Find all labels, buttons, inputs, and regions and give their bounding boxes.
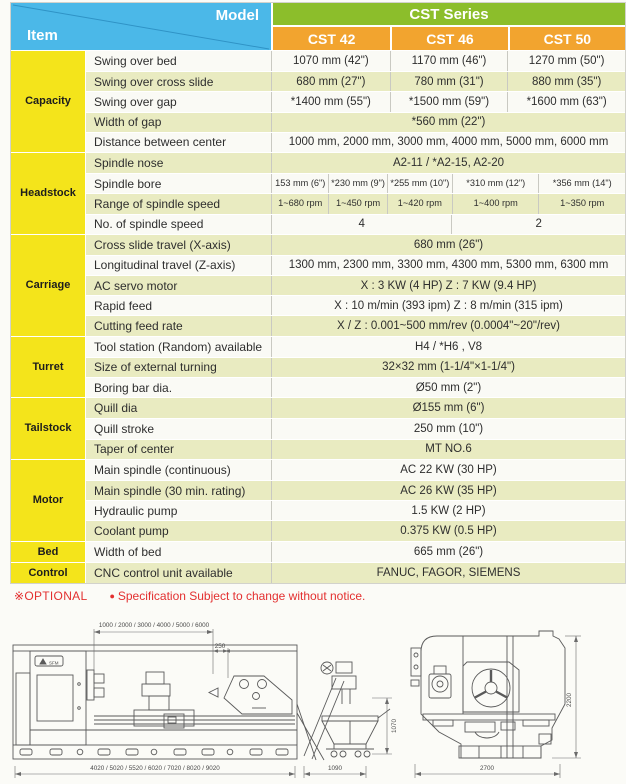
- spec-value: X / Z : 0.001~500 mm/rev (0.0004"~20"/rev): [337, 320, 560, 332]
- spec-value: 153 mm (6"): [275, 177, 326, 188]
- item-header-label: Item: [27, 27, 58, 44]
- spec-value: *310 mm (12"): [452, 174, 538, 193]
- end-height-dimension: 2200: [566, 692, 573, 708]
- spec-value: X : 10 m/min (393 ipm) Z : 8 m/min (315 ipm): [334, 299, 563, 312]
- category-control: Control: [11, 563, 86, 583]
- conveyor-height-dimension: 1070: [391, 718, 398, 734]
- spec-value: *230 mm (9"): [328, 174, 386, 193]
- spec-value: 250 mm (10"): [413, 422, 484, 435]
- spec-value: 1~350 rpm: [538, 194, 624, 213]
- end-view-diagram: [405, 618, 623, 784]
- spec-value: 32×32 mm (1-1/4"×1-1/4"): [382, 361, 515, 374]
- row-label: Swing over cross slide: [86, 72, 272, 91]
- table-row: [86, 315, 625, 335]
- conveyor-width-dimension: 1090: [327, 765, 343, 772]
- category-capacity: Capacity: [11, 51, 86, 152]
- table-row: [86, 520, 625, 540]
- change-notice: ● Specification Subject to change without notice.: [109, 589, 366, 603]
- spec-value: 4: [358, 218, 365, 231]
- section-capacity: [11, 50, 625, 152]
- table-row: [86, 51, 625, 71]
- model-header-label: Model: [215, 7, 259, 24]
- machine-logo: SFM: [49, 660, 59, 666]
- category-headstock: Headstock: [11, 153, 86, 234]
- specification-table: [10, 2, 626, 584]
- table-row: [86, 71, 625, 91]
- row-label: Rapid feed: [86, 296, 272, 315]
- spec-value: MT NO.6: [425, 443, 472, 456]
- table-row: [86, 214, 625, 234]
- table-row: [86, 173, 625, 193]
- spec-value: A2-11 / *A2-15, A2-20: [392, 157, 505, 169]
- category-tailstock: Tailstock: [11, 398, 86, 459]
- row-label: Spindle bore: [86, 174, 272, 193]
- spec-value: AC 26 KW (35 HP): [400, 484, 497, 497]
- spec-value: 1270 mm (50"): [507, 51, 625, 71]
- header-corner-cell: [11, 3, 271, 50]
- category-carriage: Carriage: [11, 235, 86, 336]
- section-motor: [11, 459, 625, 541]
- table-row: [86, 153, 625, 173]
- table-row: [86, 112, 625, 132]
- side-bottom-dimension: 4020 / 5020 / 5520 / 6020 / 7020 / 8020 / 9020: [90, 765, 220, 772]
- table-row: [86, 337, 625, 357]
- spec-value: 780 mm (31"): [390, 72, 508, 91]
- spec-value: 1~420 rpm: [387, 194, 452, 213]
- spec-value: 2: [451, 215, 625, 234]
- side-top-dimension: 1000 / 2000 / 3000 / 4000 / 5000 / 6000: [98, 622, 210, 629]
- row-label: Range of spindle speed: [86, 194, 272, 213]
- row-label: Size of external turning: [86, 358, 272, 377]
- table-row: [86, 460, 625, 480]
- table-row: [86, 500, 625, 520]
- row-label: Swing over gap: [86, 92, 272, 111]
- row-label: Cutting feed rate: [86, 316, 272, 335]
- spec-value: 680 mm (26"): [413, 238, 484, 251]
- table-row: [86, 193, 625, 213]
- table-row: [86, 91, 625, 111]
- series-header: CST Series: [273, 3, 625, 27]
- optional-note: ※OPTIONAL: [14, 589, 88, 603]
- section-bed: [11, 541, 625, 562]
- row-label: Width of bed: [86, 542, 272, 562]
- bullet-icon: ●: [109, 591, 115, 601]
- row-label: CNC control unit available: [86, 563, 272, 583]
- side-gap-dimension: 250: [214, 643, 226, 650]
- spec-value: H4 / *H6 , V8: [414, 340, 483, 353]
- row-label: Cross slide travel (X-axis): [86, 235, 272, 255]
- spec-value: 1300 mm, 2300 mm, 3300 mm, 4300 mm, 5300 mm, 6300 mm: [288, 259, 609, 272]
- row-label: Boring bar dia.: [86, 378, 272, 397]
- spec-value: *560 mm (22"): [411, 116, 486, 129]
- table-row: [86, 295, 625, 315]
- table-row: [86, 398, 625, 418]
- category-bed: Bed: [11, 542, 86, 562]
- row-label: Main spindle (30 min. rating): [86, 481, 272, 500]
- section-tailstock: [11, 397, 625, 459]
- row-label: No. of spindle speed: [86, 215, 272, 234]
- category-motor: Motor: [11, 460, 86, 541]
- spec-value: AC 22 KW (30 HP): [400, 463, 497, 476]
- spec-value: *1400 mm (55"): [290, 95, 371, 108]
- spec-value: 0.375 KW (0.5 HP): [400, 524, 497, 537]
- table-header: [11, 3, 625, 50]
- row-label: Spindle nose: [86, 153, 272, 173]
- row-label: Tool station (Random) available: [86, 337, 272, 357]
- table-row: [86, 132, 625, 152]
- table-row: [86, 563, 625, 583]
- model-column-cst50: CST 50: [508, 27, 625, 50]
- spec-value: 1000 mm, 2000 mm, 3000 mm, 4000 mm, 5000 mm, 6000 mm: [288, 136, 609, 149]
- end-width-dimension: 2700: [479, 765, 495, 772]
- table-row: [86, 480, 625, 500]
- row-label: Taper of center: [86, 440, 272, 459]
- row-label: AC servo motor: [86, 276, 272, 295]
- spec-value: Ø50 mm (2"): [415, 381, 482, 394]
- row-label: Longitudinal travel (Z-axis): [86, 256, 272, 275]
- category-turret: Turret: [11, 337, 86, 398]
- table-row: [86, 235, 625, 255]
- row-label: Coolant pump: [86, 521, 272, 540]
- table-row: [86, 255, 625, 275]
- spec-value: 1~680 rpm: [278, 198, 323, 209]
- spec-value: 1.5 KW (2 HP): [411, 504, 486, 517]
- section-turret: [11, 336, 625, 398]
- spec-value: 1~400 rpm: [452, 194, 538, 213]
- table-row: [86, 377, 625, 397]
- spec-value: 665 mm (26"): [413, 545, 484, 558]
- spec-value: 1~450 rpm: [328, 194, 386, 213]
- row-label: Distance between center: [86, 133, 272, 152]
- model-column-cst46: CST 46: [390, 27, 507, 50]
- spec-value: 1070 mm (42"): [292, 55, 369, 68]
- spec-value: *255 mm (10"): [387, 174, 452, 193]
- row-label: Width of gap: [86, 113, 272, 132]
- model-column-cst42: CST 42: [273, 27, 390, 50]
- spec-value: X : 3 KW (4 HP) Z : 7 KW (9.4 HP): [360, 279, 537, 292]
- row-label: Quill dia: [86, 398, 272, 418]
- spec-value: *1600 mm (63"): [507, 92, 625, 111]
- spec-value: 880 mm (35"): [507, 72, 625, 91]
- spec-value: Ø155 mm (6"): [412, 402, 485, 415]
- row-label: Swing over bed: [86, 51, 272, 71]
- table-row: [86, 439, 625, 459]
- table-row: [86, 418, 625, 438]
- spec-value: FANUC, FAGOR, SIEMENS: [376, 566, 521, 579]
- footnote: [14, 589, 365, 603]
- section-control: [11, 562, 625, 583]
- section-headstock: [11, 152, 625, 234]
- spec-value: *1500 mm (59"): [390, 92, 508, 111]
- row-label: Quill stroke: [86, 419, 272, 438]
- table-row: [86, 357, 625, 377]
- spec-value: 1170 mm (46"): [390, 51, 508, 71]
- side-view-diagram: [6, 618, 402, 784]
- spec-value: *356 mm (14"): [538, 174, 624, 193]
- table-row: [86, 542, 625, 562]
- row-label: Hydraulic pump: [86, 501, 272, 520]
- table-row: [86, 275, 625, 295]
- row-label: Main spindle (continuous): [86, 460, 272, 480]
- spec-value: 680 mm (27"): [296, 75, 366, 88]
- section-carriage: [11, 234, 625, 336]
